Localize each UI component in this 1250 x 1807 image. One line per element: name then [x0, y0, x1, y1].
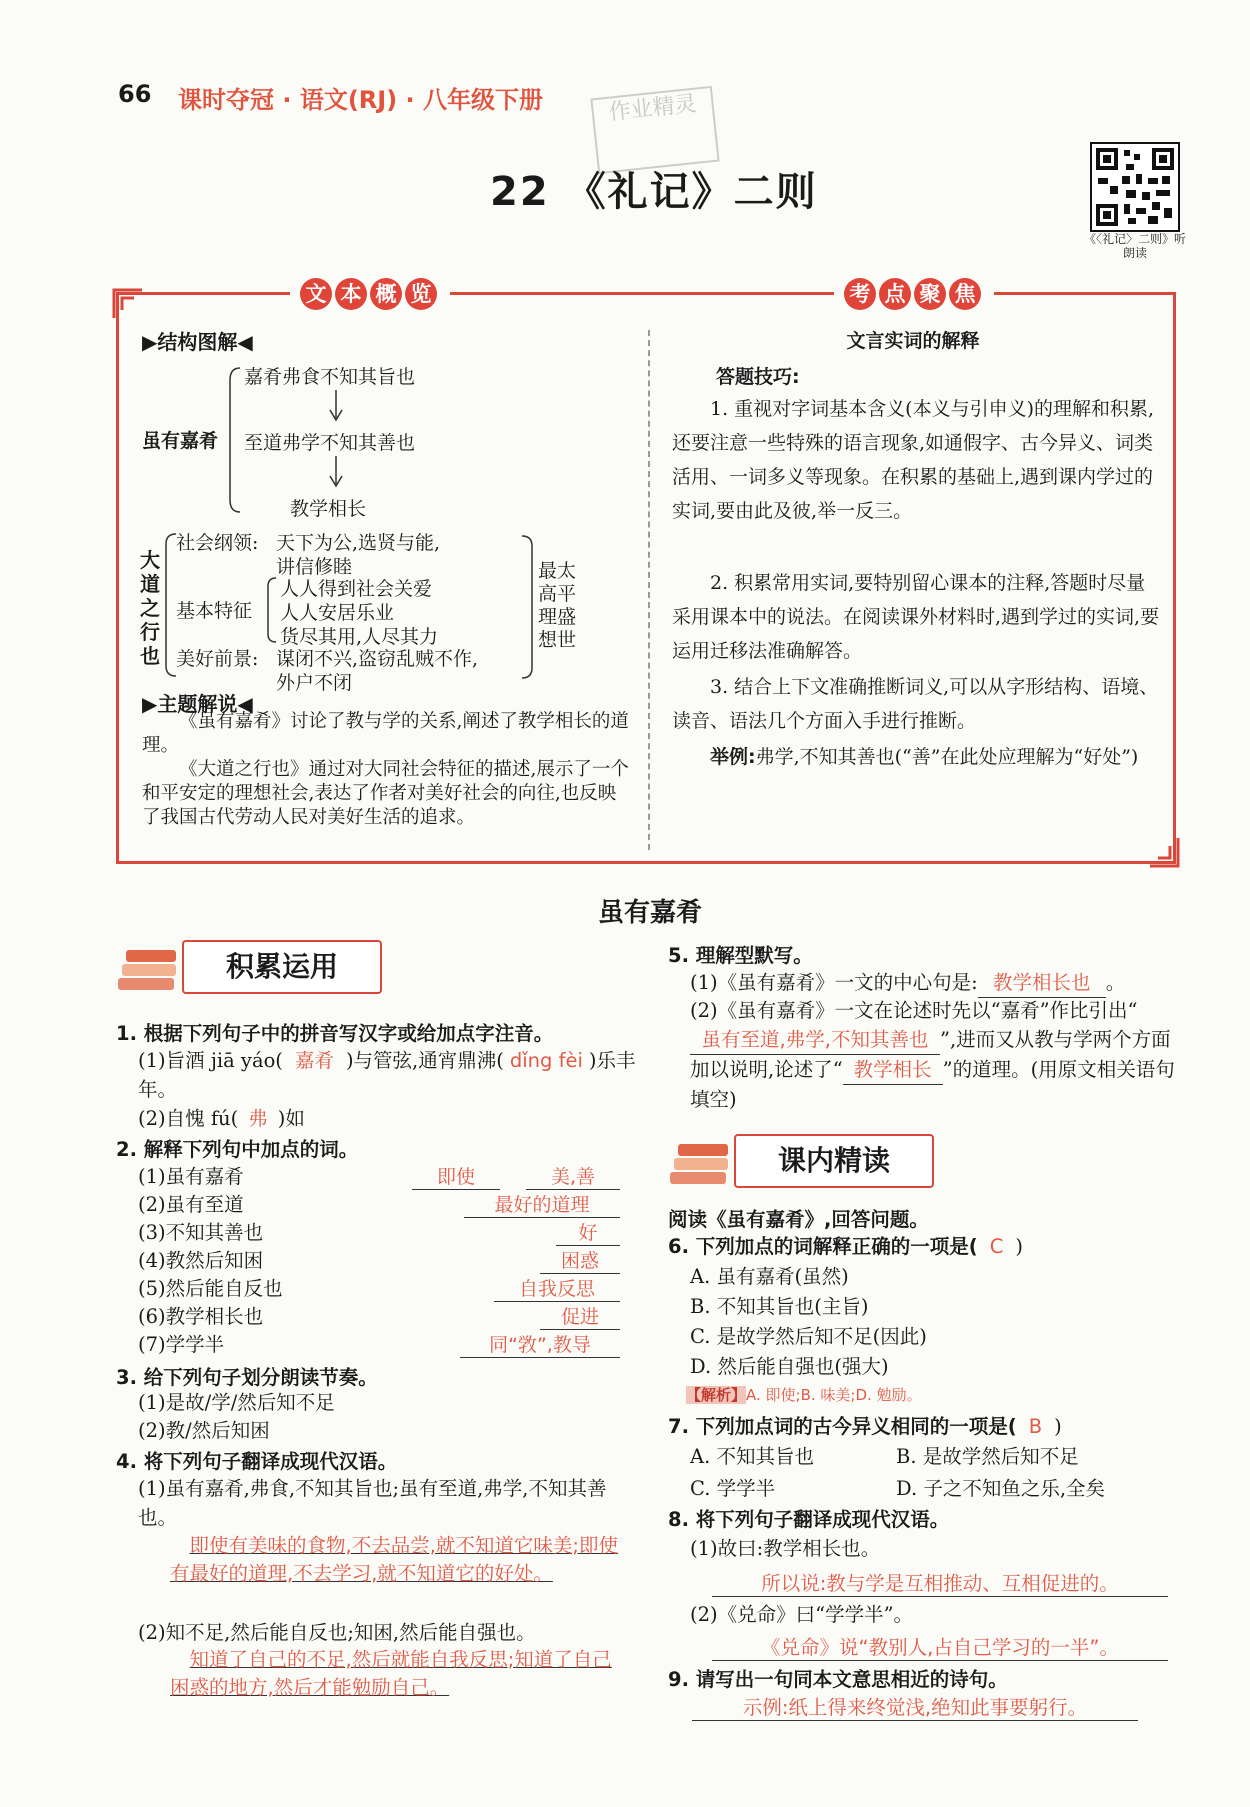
- q8-2: (2)《兑命》曰“学学半”。: [690, 1603, 914, 1626]
- theme-paragraph-2: 《大道之行也》通过对大同社会特征的描述,展示了一个和平安定的理想社会,表达了作者对美好社会的向往,也反映了我国古代劳动人民对美好生活的追求。: [142, 759, 629, 828]
- reading-banner: [668, 1130, 938, 1192]
- tip-2: 2. 积累常用实词,要特别留心课本的注释,答题时尽量采用课本中的说法。在阅读课外材料时,遇到学过的实词,要运用迁移法准确解答。: [672, 572, 1160, 662]
- q7-option: A. 不知其旨也: [690, 1445, 814, 1468]
- diagram-brace4: [518, 532, 536, 682]
- q7-option: D. 子之不知鱼之乐,全矣: [896, 1477, 1106, 1500]
- overview-title: [290, 278, 450, 310]
- q5-2-answer2: 教学相长: [843, 1055, 943, 1085]
- q2-item-answer: 最好的道理: [464, 1190, 620, 1218]
- q1-1: [138, 1046, 638, 1104]
- q3-1: (1)是故/学/然后知不足: [138, 1391, 335, 1414]
- overview-title-char: 本: [335, 278, 367, 310]
- tip-1: 1. 重视对字词基本含义(本义与引申义)的理解和积累,还要注意一些特殊的语言现象,如通假字、古今异义、词类活用、一词多义等现象。在积累的基础上,遇到课内学过的实词,要由此及彼,举一反三。: [672, 398, 1155, 522]
- q6-option: A. 虽有嘉肴(虽然): [690, 1265, 849, 1288]
- example-label: 举例:: [710, 746, 756, 768]
- diagram-line3: 教学相长: [290, 498, 367, 520]
- q2-item-label: (5)然后能自反也: [138, 1277, 283, 1300]
- books-icon: [116, 942, 180, 994]
- q6-title: 6. 下列加点的词解释正确的一项是(: [668, 1235, 978, 1258]
- q2-item-answer: 困惑: [540, 1246, 620, 1274]
- diagram-row3-label: 美好前景:: [176, 648, 259, 670]
- lesson-title: 22 《礼记》二则: [490, 169, 818, 215]
- accumulate-banner-label: 积累运用: [182, 940, 382, 994]
- diagram-brace1: [226, 360, 366, 520]
- overview-title-char: 览: [405, 278, 437, 310]
- focus-title-char: 考: [844, 278, 876, 310]
- q5-2-text-a: (2)《虽有嘉肴》一文在论述时先以“嘉肴”作比引出“: [690, 999, 1138, 1022]
- q5-title: 5. 理解型默写。: [668, 944, 813, 967]
- q6-analysis-label: 【解析】: [686, 1386, 747, 1404]
- diagram-left-label: 虽有嘉肴: [142, 430, 219, 452]
- qr-code[interactable]: [1090, 142, 1180, 232]
- q3-title: 3. 给下列句子划分朗读节奏。: [116, 1366, 378, 1389]
- q8-1: (1)故曰:教学相长也。: [690, 1537, 881, 1560]
- q8-title: 8. 将下列句子翻译成现代汉语。: [668, 1508, 950, 1531]
- q5-2-text-c: ”的道理。(用原文相关语句填空): [690, 1058, 1175, 1111]
- q6-end: ): [1015, 1235, 1023, 1258]
- q8-1-answer: 所以说:教与学是互相推动、互相促进的。: [712, 1568, 1168, 1597]
- q7-option: B. 是故学然后知不足: [896, 1445, 1079, 1468]
- q2-item-answer: 好: [556, 1218, 620, 1246]
- book-title: 课时夺冠 · 语文(RJ) · 八年级下册: [178, 86, 544, 114]
- focus-subtitle: 文言实词的解释: [846, 330, 980, 352]
- q1-1-answer: 嘉肴: [294, 1049, 334, 1072]
- q7-answer: B: [1028, 1415, 1043, 1438]
- q6: [668, 1232, 1023, 1261]
- q5-2-text-b: ”,进而又从教与学两个方面加以说明,论述了“: [690, 1028, 1171, 1081]
- column-divider: [648, 330, 650, 850]
- q2-item-label: (2)虽有至道: [138, 1193, 244, 1216]
- q2-title: 2. 解释下列句中加点的词。: [116, 1138, 359, 1161]
- qr-code-icon: [1092, 144, 1178, 230]
- q6-analysis: [686, 1384, 922, 1405]
- q6-option: C. 是故学然后知不足(因此): [690, 1325, 927, 1348]
- q5-1: [690, 968, 1190, 998]
- q2-item-label: (4)教然后知困: [138, 1249, 264, 1272]
- diagram-right-col: 高平: [538, 583, 577, 605]
- q8-2-answer: 《兑命》说“教别人,占自己学习的一半”。: [712, 1632, 1168, 1661]
- q2-item-answer: 美,善: [526, 1162, 620, 1190]
- diagram-row1-text2: 讲信修睦: [276, 556, 353, 578]
- q1-1-answer2: dǐng fèi: [509, 1049, 583, 1072]
- q4-2: (2)知不足,然后能自反也;知困,然后能自强也。: [138, 1621, 536, 1644]
- q9-answer: 示例:纸上得来终觉浅,绝知此事要躬行。: [692, 1692, 1138, 1721]
- q6-analysis-text: A. 即使;B. 味美;D. 勉励。: [746, 1386, 922, 1404]
- q4-1-answer: 即使有美味的食物,不去品尝,就不知道它味美;即使有最好的道理,不去学习,就不知道它的好处。: [170, 1534, 618, 1585]
- q1-1-text-b: )与管弦,通宵鼎沸(: [345, 1049, 504, 1072]
- diagram-right-col: 理盛: [538, 606, 577, 628]
- frame-corner-br: [1148, 836, 1184, 872]
- diagram-line1: 嘉肴弗食不知其旨也: [244, 366, 416, 388]
- q1-1-text-a: (1)旨酒 jiā yáo(: [138, 1049, 283, 1072]
- q2-item-answer: 自我反思: [494, 1274, 620, 1302]
- diagram-right-cols: [538, 560, 576, 652]
- focus-title-char: 焦: [949, 278, 981, 310]
- page-number: 66: [118, 80, 152, 108]
- q6-option: D. 然后能自强也(强大): [690, 1355, 889, 1378]
- q4-1: (1)虽有嘉肴,弗食,不知其旨也;虽有至道,弗学,不知其善也。: [138, 1477, 607, 1529]
- focus-title-char: 点: [879, 278, 911, 310]
- theme-paragraph-1: 《虽有嘉肴》讨论了教与学的关系,阐述了教学相长的道理。: [142, 711, 629, 756]
- structure-heading: ▶结构图解◀: [142, 330, 253, 354]
- diagram-row1-label: 社会纲领:: [176, 532, 259, 554]
- q1-2-answer: 弗: [248, 1107, 268, 1130]
- qr-caption: 《〈礼记〉二则》听朗读: [1083, 232, 1186, 260]
- q2-item-label: (3)不知其善也: [138, 1221, 264, 1244]
- diagram-row3-text2: 外户不闭: [276, 672, 353, 694]
- diagram-line2: 至道弗学不知其善也: [244, 432, 416, 454]
- tips-heading: 答题技巧:: [716, 366, 800, 388]
- q5-2: [690, 996, 1180, 1114]
- diagram-row2-line: 人人得到社会关爱: [280, 578, 433, 600]
- frame-corner-tl: [108, 284, 144, 320]
- q1-2-text-a: (2)自愧 fú(: [138, 1107, 239, 1130]
- q7: [668, 1412, 1062, 1441]
- diagram-row3-text: 谋闭不兴,盗窃乱贼不作,: [276, 648, 479, 670]
- q4-title: 4. 将下列句子翻译成现代汉语。: [116, 1450, 398, 1473]
- q1-2: [138, 1104, 305, 1133]
- tip-3: 3. 结合上下文准确推断词义,可以从字形结构、语境、读音、语法几个方面入手进行推断。: [672, 676, 1159, 732]
- q3-2: (2)教/然后知困: [138, 1419, 270, 1442]
- q1-2-text-b: )如: [277, 1107, 305, 1130]
- diagram-row2-label: 基本特征: [176, 600, 253, 622]
- q7-option: C. 学学半: [690, 1477, 776, 1500]
- q2-item-label: (1)虽有嘉肴: [138, 1165, 244, 1188]
- q5-1-answer: 教学相长也: [978, 968, 1106, 998]
- overview-title-char: 概: [370, 278, 402, 310]
- diagram-right-col: 想世: [538, 629, 577, 651]
- section-title: 虽有嘉肴: [597, 898, 702, 928]
- q5-2-answer: 虽有至道,弗学,不知其善也: [690, 1025, 940, 1055]
- example: [672, 740, 1162, 774]
- diagram-right-col: 最太: [538, 560, 577, 582]
- read-prompt: 阅读《虽有嘉肴》,回答问题。: [668, 1208, 929, 1231]
- reading-banner-label: 课内精读: [734, 1134, 934, 1188]
- overview-title-char: 文: [300, 278, 332, 310]
- q5-1-text-b: 。: [1105, 971, 1126, 994]
- q2-item-label: (7)学学半: [138, 1333, 225, 1356]
- theme-heading: ▶主题解说◀: [142, 692, 253, 716]
- books-icon: [668, 1136, 732, 1188]
- q6-answer: C: [989, 1235, 1004, 1258]
- q6-option: B. 不知其旨也(主旨): [690, 1295, 869, 1318]
- accumulate-banner: [116, 936, 386, 998]
- q2-item-answer: 即使: [412, 1162, 500, 1190]
- focus-title-char: 聚: [914, 278, 946, 310]
- q1-title: 1. 根据下列句子中的拼音写汉字或给加点字注音。: [116, 1022, 554, 1045]
- q2-item-answer: 同“敩”,教导: [460, 1330, 620, 1358]
- diagram-brace3: [264, 574, 278, 646]
- q4-2-answer: 知道了自己的不足,然后就能自我反思;知道了自己困惑的地方,然后才能勉励自己。: [170, 1648, 612, 1699]
- diagram-row2-line: 货尽其用,人尽其力: [280, 626, 439, 648]
- q5-1-text-a: (1)《虽有嘉肴》一文的中心句是:: [690, 971, 978, 994]
- diagram-row1-text: 天下为公,选贤与能,: [276, 532, 441, 554]
- q2-item-label: (6)教学相长也: [138, 1305, 264, 1328]
- example-text: 弗学,不知其善也(“善”在此处应理解为“好处”): [755, 746, 1139, 768]
- q9-title: 9. 请写出一句同本文意思相近的诗句。: [668, 1668, 1008, 1691]
- q7-end: ): [1054, 1415, 1062, 1438]
- q7-title: 7. 下列加点词的古今异义相同的一项是(: [668, 1415, 1017, 1438]
- diagram-row2-line: 人人安居乐业: [280, 602, 395, 624]
- watermark-stamp: 作业精灵: [590, 86, 719, 174]
- focus-title: [834, 278, 994, 310]
- q1-1-text-c: )乐丰年。: [138, 1049, 636, 1101]
- q2-item-answer: 促进: [540, 1302, 620, 1330]
- diagram-left-label2: 大道之行也: [140, 548, 160, 668]
